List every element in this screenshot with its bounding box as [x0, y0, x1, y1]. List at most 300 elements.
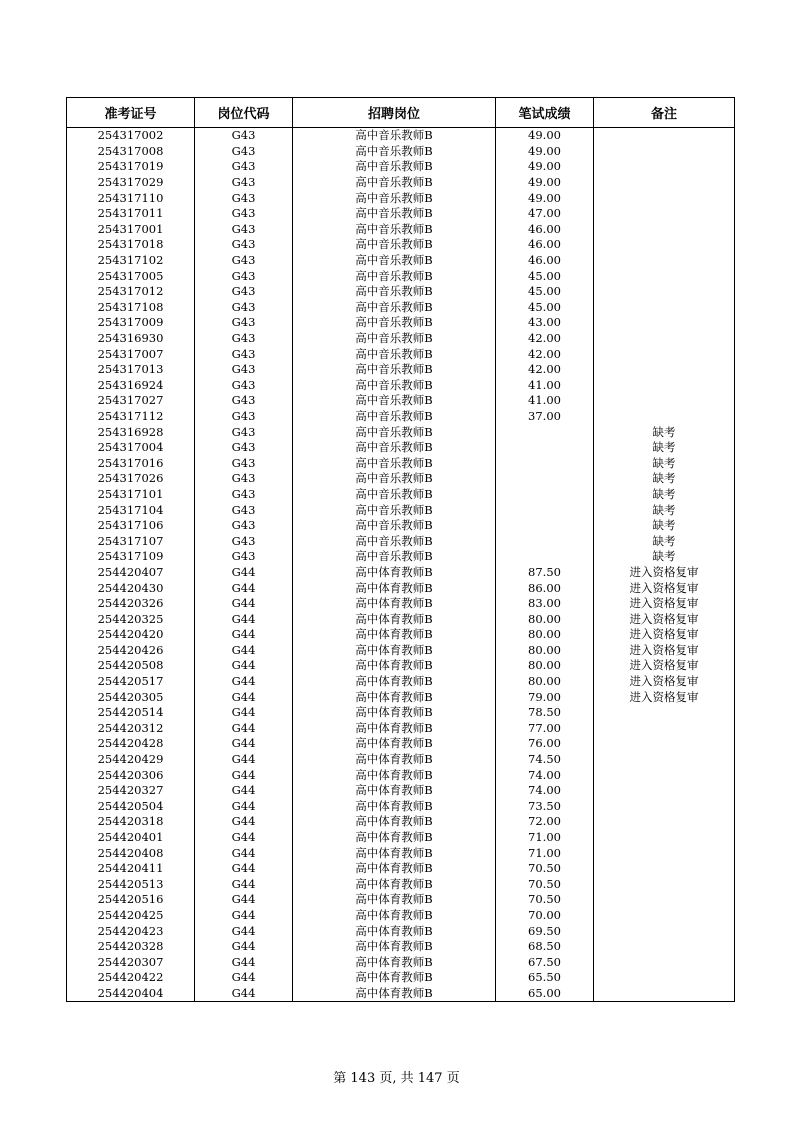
post-code-cell: G44 — [195, 705, 293, 721]
post-name-cell: 高中音乐教师B — [293, 362, 496, 378]
score-cell: 87.50 — [496, 565, 594, 581]
post-name-cell: 高中音乐教师B — [293, 128, 496, 144]
post-name-cell: 高中音乐教师B — [293, 455, 496, 471]
table-row — [67, 986, 735, 1002]
table-row — [67, 144, 735, 160]
post-code-cell: G43 — [195, 409, 293, 425]
remark-cell — [594, 954, 735, 970]
post-code-cell: G44 — [195, 674, 293, 690]
score-cell: 69.50 — [496, 923, 594, 939]
remark-cell — [594, 830, 735, 846]
table-row — [67, 627, 735, 643]
score-cell: 76.00 — [496, 736, 594, 752]
post-code-cell: G44 — [195, 970, 293, 986]
post-name-cell: 高中体育教师B — [293, 939, 496, 955]
post-code-cell: G43 — [195, 424, 293, 440]
table-row — [67, 175, 735, 191]
post-code-cell: G43 — [195, 502, 293, 518]
exam-id-cell: 254317106 — [67, 518, 195, 534]
score-cell: 49.00 — [496, 159, 594, 175]
remark-cell: 进入资格复审 — [594, 627, 735, 643]
score-cell: 45.00 — [496, 284, 594, 300]
post-name-cell: 高中音乐教师B — [293, 190, 496, 206]
score-cell — [496, 549, 594, 565]
post-code-cell: G43 — [195, 128, 293, 144]
remark-cell — [594, 908, 735, 924]
header-exam-id: 准考证号 — [67, 98, 195, 128]
exam-id-cell: 254317004 — [67, 440, 195, 456]
exam-id-cell: 254420307 — [67, 954, 195, 970]
post-code-cell: G43 — [195, 455, 293, 471]
score-cell: 70.00 — [496, 908, 594, 924]
post-name-cell: 高中体育教师B — [293, 845, 496, 861]
exam-id-cell: 254420428 — [67, 736, 195, 752]
exam-id-cell: 254317112 — [67, 409, 195, 425]
table-row — [67, 378, 735, 394]
table-row — [67, 783, 735, 799]
table-row — [67, 705, 735, 721]
exam-id-cell: 254317009 — [67, 315, 195, 331]
remark-cell — [594, 315, 735, 331]
post-name-cell: 高中音乐教师B — [293, 206, 496, 222]
post-name-cell: 高中音乐教师B — [293, 378, 496, 394]
score-cell: 46.00 — [496, 253, 594, 269]
table-row — [67, 736, 735, 752]
header-written-score: 笔试成绩 — [496, 98, 594, 128]
post-name-cell: 高中音乐教师B — [293, 424, 496, 440]
remark-cell — [594, 752, 735, 768]
remark-cell: 进入资格复审 — [594, 689, 735, 705]
score-cell: 43.00 — [496, 315, 594, 331]
remark-cell: 缺考 — [594, 487, 735, 503]
score-cell — [496, 518, 594, 534]
header-post-name: 招聘岗位 — [293, 98, 496, 128]
score-cell: 70.50 — [496, 877, 594, 893]
exam-id-cell: 254317012 — [67, 284, 195, 300]
remark-cell — [594, 144, 735, 160]
post-name-cell: 高中体育教师B — [293, 861, 496, 877]
exam-id-cell: 254317007 — [67, 346, 195, 362]
remark-cell: 进入资格复审 — [594, 580, 735, 596]
post-name-cell: 高中体育教师B — [293, 814, 496, 830]
exam-id-cell: 254317019 — [67, 159, 195, 175]
table-row — [67, 721, 735, 737]
table-row — [67, 674, 735, 690]
exam-id-cell: 254317029 — [67, 175, 195, 191]
exam-id-cell: 254420404 — [67, 986, 195, 1002]
exam-id-cell: 254317005 — [67, 268, 195, 284]
score-cell: 41.00 — [496, 378, 594, 394]
remark-cell — [594, 861, 735, 877]
score-cell: 49.00 — [496, 144, 594, 160]
exam-id-cell: 254317013 — [67, 362, 195, 378]
post-code-cell: G43 — [195, 190, 293, 206]
post-code-cell: G44 — [195, 580, 293, 596]
exam-id-cell: 254317110 — [67, 190, 195, 206]
remark-cell: 缺考 — [594, 549, 735, 565]
post-name-cell: 高中体育教师B — [293, 721, 496, 737]
score-cell: 49.00 — [496, 128, 594, 144]
remark-cell: 进入资格复审 — [594, 596, 735, 612]
table-row — [67, 222, 735, 238]
score-cell: 80.00 — [496, 611, 594, 627]
table-row — [67, 845, 735, 861]
post-code-cell: G44 — [195, 892, 293, 908]
score-cell: 47.00 — [496, 206, 594, 222]
score-cell: 74.00 — [496, 767, 594, 783]
table-row — [67, 346, 735, 362]
remark-cell — [594, 783, 735, 799]
score-cell: 78.50 — [496, 705, 594, 721]
post-code-cell: G44 — [195, 658, 293, 674]
table-row — [67, 954, 735, 970]
table-row — [67, 767, 735, 783]
post-name-cell: 高中音乐教师B — [293, 268, 496, 284]
exam-id-cell: 254420318 — [67, 814, 195, 830]
table-row — [67, 284, 735, 300]
post-code-cell: G44 — [195, 721, 293, 737]
score-cell: 80.00 — [496, 627, 594, 643]
score-cell: 65.50 — [496, 970, 594, 986]
remark-cell — [594, 300, 735, 316]
exam-id-cell: 254420326 — [67, 596, 195, 612]
remark-cell — [594, 268, 735, 284]
remark-cell: 进入资格复审 — [594, 565, 735, 581]
post-name-cell: 高中体育教师B — [293, 596, 496, 612]
table-row — [67, 315, 735, 331]
score-cell: 70.50 — [496, 861, 594, 877]
exam-id-cell: 254317102 — [67, 253, 195, 269]
post-name-cell: 高中音乐教师B — [293, 393, 496, 409]
score-cell — [496, 424, 594, 440]
table-row — [67, 393, 735, 409]
post-name-cell: 高中体育教师B — [293, 689, 496, 705]
post-name-cell: 高中体育教师B — [293, 580, 496, 596]
post-code-cell: G44 — [195, 939, 293, 955]
post-name-cell: 高中体育教师B — [293, 908, 496, 924]
exam-id-cell: 254317026 — [67, 471, 195, 487]
score-cell: 65.00 — [496, 986, 594, 1002]
exam-id-cell: 254317109 — [67, 549, 195, 565]
post-name-cell: 高中音乐教师B — [293, 284, 496, 300]
post-code-cell: G44 — [195, 954, 293, 970]
post-code-cell: G44 — [195, 923, 293, 939]
table-row — [67, 424, 735, 440]
score-cell — [496, 533, 594, 549]
post-code-cell: G44 — [195, 736, 293, 752]
exam-id-cell: 254420327 — [67, 783, 195, 799]
remark-cell — [594, 814, 735, 830]
score-cell — [496, 502, 594, 518]
remark-cell — [594, 206, 735, 222]
remark-cell — [594, 128, 735, 144]
remark-cell — [594, 175, 735, 191]
post-code-cell: G44 — [195, 814, 293, 830]
remark-cell — [594, 986, 735, 1002]
score-cell: 49.00 — [496, 190, 594, 206]
post-code-cell: G43 — [195, 268, 293, 284]
post-name-cell: 高中体育教师B — [293, 986, 496, 1002]
post-name-cell: 高中体育教师B — [293, 565, 496, 581]
score-cell: 37.00 — [496, 409, 594, 425]
remark-cell — [594, 939, 735, 955]
exam-id-cell: 254317011 — [67, 206, 195, 222]
table-row — [67, 877, 735, 893]
post-code-cell: G44 — [195, 596, 293, 612]
post-name-cell: 高中音乐教师B — [293, 518, 496, 534]
post-code-cell: G43 — [195, 440, 293, 456]
post-code-cell: G43 — [195, 471, 293, 487]
score-cell: 71.00 — [496, 845, 594, 861]
table-row — [67, 128, 735, 144]
table-row — [67, 814, 735, 830]
post-code-cell: G44 — [195, 908, 293, 924]
table-row — [67, 331, 735, 347]
post-name-cell: 高中音乐教师B — [293, 222, 496, 238]
post-code-cell: G44 — [195, 643, 293, 659]
remark-cell: 缺考 — [594, 533, 735, 549]
remark-cell — [594, 923, 735, 939]
exam-id-cell: 254316928 — [67, 424, 195, 440]
table-row — [67, 471, 735, 487]
exam-id-cell: 254420423 — [67, 923, 195, 939]
remark-cell: 进入资格复审 — [594, 643, 735, 659]
post-name-cell: 高中体育教师B — [293, 954, 496, 970]
table-header — [67, 98, 735, 128]
remark-cell — [594, 331, 735, 347]
table-row — [67, 799, 735, 815]
table-row — [67, 689, 735, 705]
exam-id-cell: 254317002 — [67, 128, 195, 144]
post-name-cell: 高中音乐教师B — [293, 549, 496, 565]
score-cell: 41.00 — [496, 393, 594, 409]
post-name-cell: 高中音乐教师B — [293, 315, 496, 331]
header-post-code: 岗位代码 — [195, 98, 293, 128]
post-code-cell: G43 — [195, 284, 293, 300]
table-row — [67, 409, 735, 425]
table-row — [67, 565, 735, 581]
score-cell — [496, 471, 594, 487]
exam-id-cell: 254420420 — [67, 627, 195, 643]
remark-cell — [594, 767, 735, 783]
remark-cell: 进入资格复审 — [594, 611, 735, 627]
header-remark: 备注 — [594, 98, 735, 128]
post-name-cell: 高中音乐教师B — [293, 346, 496, 362]
score-cell: 45.00 — [496, 300, 594, 316]
remark-cell — [594, 393, 735, 409]
exam-id-cell: 254420514 — [67, 705, 195, 721]
post-name-cell: 高中体育教师B — [293, 627, 496, 643]
post-code-cell: G44 — [195, 752, 293, 768]
table-row — [67, 533, 735, 549]
exam-id-cell: 254317018 — [67, 237, 195, 253]
post-name-cell: 高中体育教师B — [293, 877, 496, 893]
remark-cell — [594, 159, 735, 175]
exam-id-cell: 254420508 — [67, 658, 195, 674]
post-name-cell: 高中体育教师B — [293, 892, 496, 908]
remark-cell — [594, 970, 735, 986]
exam-id-cell: 254420504 — [67, 799, 195, 815]
post-code-cell: G44 — [195, 877, 293, 893]
post-name-cell: 高中体育教师B — [293, 674, 496, 690]
score-cell: 68.50 — [496, 939, 594, 955]
exam-id-cell: 254420306 — [67, 767, 195, 783]
post-code-cell: G44 — [195, 799, 293, 815]
post-name-cell: 高中体育教师B — [293, 705, 496, 721]
exam-id-cell: 254420517 — [67, 674, 195, 690]
page-number: 第 143 页, 共 147 页 — [333, 1071, 460, 1086]
post-name-cell: 高中音乐教师B — [293, 533, 496, 549]
table-row — [67, 658, 735, 674]
exam-id-cell: 254317104 — [67, 502, 195, 518]
post-name-cell: 高中体育教师B — [293, 767, 496, 783]
remark-cell: 进入资格复审 — [594, 674, 735, 690]
score-cell — [496, 487, 594, 503]
post-name-cell: 高中体育教师B — [293, 643, 496, 659]
table-row — [67, 253, 735, 269]
post-name-cell: 高中音乐教师B — [293, 331, 496, 347]
post-code-cell: G43 — [195, 362, 293, 378]
exam-id-cell: 254420408 — [67, 845, 195, 861]
post-code-cell: G43 — [195, 253, 293, 269]
remark-cell: 缺考 — [594, 518, 735, 534]
post-name-cell: 高中音乐教师B — [293, 253, 496, 269]
exam-id-cell: 254420516 — [67, 892, 195, 908]
table-row — [67, 206, 735, 222]
score-cell: 42.00 — [496, 362, 594, 378]
score-cell: 45.00 — [496, 268, 594, 284]
post-code-cell: G43 — [195, 549, 293, 565]
score-cell: 77.00 — [496, 721, 594, 737]
post-code-cell: G44 — [195, 845, 293, 861]
table-row — [67, 643, 735, 659]
table-row — [67, 923, 735, 939]
post-code-cell: G43 — [195, 175, 293, 191]
score-cell: 80.00 — [496, 643, 594, 659]
post-name-cell: 高中体育教师B — [293, 799, 496, 815]
remark-cell — [594, 892, 735, 908]
header-row — [67, 98, 735, 128]
post-code-cell: G44 — [195, 627, 293, 643]
post-code-cell: G43 — [195, 346, 293, 362]
post-name-cell: 高中音乐教师B — [293, 159, 496, 175]
table-row — [67, 518, 735, 534]
table-row — [67, 487, 735, 503]
post-name-cell: 高中音乐教师B — [293, 471, 496, 487]
remark-cell — [594, 409, 735, 425]
score-cell: 49.00 — [496, 175, 594, 191]
post-code-cell: G43 — [195, 331, 293, 347]
post-name-cell: 高中体育教师B — [293, 923, 496, 939]
score-cell: 46.00 — [496, 222, 594, 238]
table-row — [67, 861, 735, 877]
score-cell: 42.00 — [496, 331, 594, 347]
remark-cell — [594, 346, 735, 362]
table-row — [67, 300, 735, 316]
exam-id-cell: 254420429 — [67, 752, 195, 768]
post-name-cell: 高中音乐教师B — [293, 300, 496, 316]
exam-id-cell: 254317001 — [67, 222, 195, 238]
table-row — [67, 455, 735, 471]
score-cell: 46.00 — [496, 237, 594, 253]
score-cell: 83.00 — [496, 596, 594, 612]
score-table — [66, 97, 735, 1002]
remark-cell: 缺考 — [594, 424, 735, 440]
post-code-cell: G44 — [195, 767, 293, 783]
remark-cell — [594, 877, 735, 893]
post-code-cell: G43 — [195, 378, 293, 394]
table-row — [67, 596, 735, 612]
remark-cell — [594, 378, 735, 394]
score-cell: 71.00 — [496, 830, 594, 846]
exam-id-cell: 254420425 — [67, 908, 195, 924]
table-row — [67, 939, 735, 955]
remark-cell: 缺考 — [594, 471, 735, 487]
score-cell: 74.50 — [496, 752, 594, 768]
post-name-cell: 高中体育教师B — [293, 752, 496, 768]
table-row — [67, 908, 735, 924]
post-name-cell: 高中体育教师B — [293, 736, 496, 752]
remark-cell: 进入资格复审 — [594, 658, 735, 674]
exam-id-cell: 254316924 — [67, 378, 195, 394]
score-cell: 86.00 — [496, 580, 594, 596]
remark-cell — [594, 845, 735, 861]
table-row — [67, 159, 735, 175]
post-code-cell: G44 — [195, 861, 293, 877]
post-name-cell: 高中音乐教师B — [293, 502, 496, 518]
exam-id-cell: 254317016 — [67, 455, 195, 471]
table-row — [67, 580, 735, 596]
score-cell: 73.50 — [496, 799, 594, 815]
score-cell: 80.00 — [496, 674, 594, 690]
exam-id-cell: 254317108 — [67, 300, 195, 316]
post-name-cell: 高中音乐教师B — [293, 487, 496, 503]
score-cell: 74.00 — [496, 783, 594, 799]
post-name-cell: 高中音乐教师B — [293, 144, 496, 160]
exam-id-cell: 254420430 — [67, 580, 195, 596]
score-cell: 70.50 — [496, 892, 594, 908]
remark-cell — [594, 721, 735, 737]
post-code-cell: G44 — [195, 689, 293, 705]
table-row — [67, 190, 735, 206]
post-code-cell: G43 — [195, 159, 293, 175]
post-name-cell: 高中体育教师B — [293, 830, 496, 846]
exam-id-cell: 254420426 — [67, 643, 195, 659]
score-cell: 67.50 — [496, 954, 594, 970]
post-code-cell: G43 — [195, 206, 293, 222]
remark-cell — [594, 253, 735, 269]
exam-id-cell: 254420325 — [67, 611, 195, 627]
exam-id-cell: 254420401 — [67, 830, 195, 846]
table-row — [67, 892, 735, 908]
post-name-cell: 高中体育教师B — [293, 658, 496, 674]
exam-id-cell: 254420312 — [67, 721, 195, 737]
remark-cell — [594, 705, 735, 721]
table-row — [67, 362, 735, 378]
exam-id-cell: 254317107 — [67, 533, 195, 549]
remark-cell: 缺考 — [594, 502, 735, 518]
score-cell: 79.00 — [496, 689, 594, 705]
exam-id-cell: 254420422 — [67, 970, 195, 986]
table-body — [67, 128, 735, 1002]
table-row — [67, 611, 735, 627]
score-cell — [496, 455, 594, 471]
table-row — [67, 440, 735, 456]
post-name-cell: 高中体育教师B — [293, 611, 496, 627]
exam-id-cell: 254317027 — [67, 393, 195, 409]
post-name-cell: 高中音乐教师B — [293, 440, 496, 456]
post-name-cell: 高中体育教师B — [293, 783, 496, 799]
